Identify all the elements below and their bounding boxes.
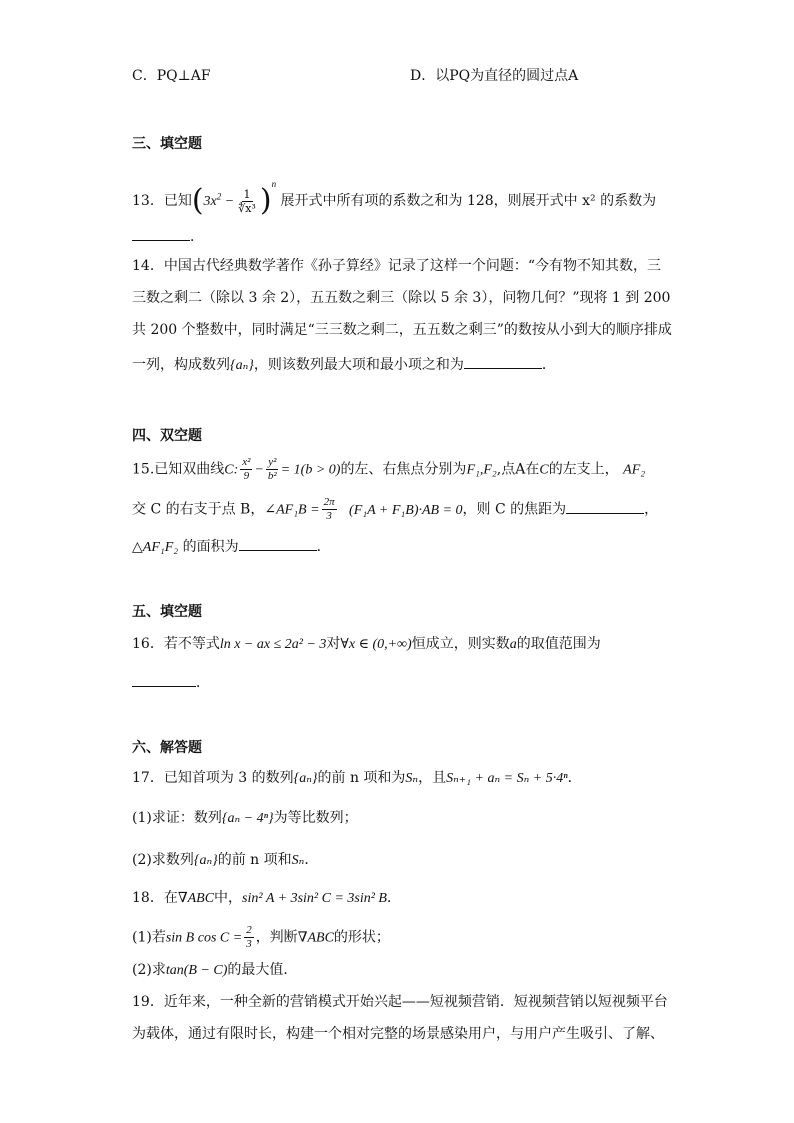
q15-l2-b: ，则 C 的焦距为: [462, 501, 567, 518]
q18-p1-expr: sin B cos C =: [165, 930, 243, 946]
q17-p2-end: ．: [304, 852, 319, 868]
q18-p1-prefix: (1)若: [132, 929, 166, 946]
question-18: [132, 888, 401, 909]
q13-term1: $3x^2$ −: [203, 191, 235, 209]
q14-line-1: 14．中国古代经典数学著作《孙子算经》记录了这样一个问题：“今有物不知其数，三: [132, 258, 661, 274]
q18-end: ．: [386, 890, 401, 906]
q15-l2-end: ，: [644, 501, 659, 518]
q17-p2-prefix: (2)求数列: [132, 852, 194, 868]
q17-end: ．: [567, 770, 582, 786]
q15-l3-text: 的面积为: [182, 539, 239, 555]
q15-point-a: ,点A在: [496, 461, 540, 478]
q13-fraction: $\frac{1}{\text{∜x³}}$: [238, 187, 256, 215]
q15-mid: 的左、右焦点分别为: [340, 461, 467, 478]
q16-prefix: 16．若不等式: [132, 636, 220, 652]
q15-l2-text: 交 C 的右支于点 B，: [132, 501, 265, 518]
q15-af2: AF₂: [623, 462, 646, 478]
option-d: [410, 66, 578, 86]
section-6-heading: 六、解答题: [132, 740, 202, 756]
q14-blank[interactable]: [464, 354, 542, 369]
q17-p2-sn: Sₙ: [291, 853, 305, 868]
q15-line-1: 15.已知双曲线C: $\frac{\text{x²}}{9}$ − $\frac{\text{y²}}{\text{b²}}$ = 1(b > 0)的左、右焦点分别为F₁,F₂,点A在C的左支上， AF₂: [132, 456, 646, 482]
section-3-heading: 三、填空题: [132, 136, 202, 152]
q16-end: ．: [196, 675, 210, 691]
option-c: [132, 66, 211, 86]
q17-seq: {aₙ}: [293, 771, 318, 786]
q17-p2-mid: 的前 n 项和: [217, 852, 292, 868]
q18-prefix: 18．在: [132, 890, 178, 906]
q13-close-paren: ): [259, 183, 272, 218]
option-d-text: D．以PQ为直径的圆过点A: [410, 68, 579, 84]
q17-equation: Sₙ₊₁ + aₙ = Sₙ + 5·4ⁿ: [446, 771, 568, 786]
q13-end: ．: [190, 229, 204, 245]
q16-suffix: 恒成立，则实数: [411, 636, 510, 652]
q18-p2-expr: tan(B − C): [165, 963, 228, 978]
q14-line-3: 共 200 个整数中，同时满足“三三数之剩二，五五数之剩三”的数按从小到大的顺序排成: [132, 322, 672, 338]
q16-inequality: ln x − ax ≤ 2a² − 3: [219, 637, 327, 652]
q17-and: ，且: [418, 770, 447, 786]
q15-frac-y: $\frac{\text{y²}}{\text{b²}}$: [267, 456, 277, 482]
q15-vector-eq: (F₁A + F₁B)·AB = 0: [349, 502, 463, 518]
q17-p1-seq: {aₙ − 4ⁿ}: [221, 811, 274, 826]
q15-c: C:: [224, 462, 239, 478]
question-17: [132, 768, 582, 789]
q16-mid: 对: [326, 636, 341, 652]
q13-exponent-n: n: [271, 179, 277, 189]
q16-answer-line: [132, 672, 210, 693]
q15-foci: F₁,F₂: [466, 462, 497, 478]
q14-line-4: [132, 354, 556, 376]
q13-open-paren: (: [191, 183, 204, 218]
q13-answer-line: [132, 226, 204, 247]
q15-eq-tail: = 1(b > 0): [280, 462, 341, 478]
q15-blank-1[interactable]: [566, 499, 644, 514]
q17-mid: 的前 n 项和为: [317, 770, 406, 786]
q17-p1-suffix: 为等比数列；: [273, 810, 358, 826]
q15-frac-x: $\frac{\text{x²}}{9}$: [242, 456, 251, 482]
q14-end: ．: [541, 357, 556, 373]
q19-line-2: 为载体，通过有限时长，构建一个相对完整的场景感染用户，与用户产生吸引、了解、: [132, 1026, 664, 1042]
q18-p1-triangle: ∇ABC: [297, 930, 334, 946]
q15-triangle: △AF₁F₂: [132, 540, 179, 555]
q15-left: 的左支上，: [548, 461, 619, 478]
q13-prefix: 13．已知: [132, 193, 192, 209]
q18-part-2: [132, 960, 297, 981]
q15-l3-end: ．: [316, 539, 331, 555]
q18-equation: sin² A + 3sin² C = 3sin² B: [242, 891, 387, 906]
q15-c2: C: [539, 462, 549, 478]
q15-blank-2[interactable]: [239, 536, 317, 551]
q18-p1-frac: $\frac{2}{3}$: [246, 924, 252, 950]
q17-part-1: [132, 808, 358, 829]
q17-part-2: [132, 850, 318, 871]
q14-l4-prefix: 一列，构成数列: [132, 357, 230, 373]
q17-sn: Sₙ: [405, 771, 419, 786]
q16-tail: 的取值范围为: [516, 636, 601, 652]
q15-frac-pi: $\frac{2\pi}{3}$: [323, 496, 335, 522]
option-c-text: C．PQ⊥AF: [132, 68, 211, 84]
q15-prefix: 15.已知双曲线: [132, 461, 225, 478]
q19-line-1: 19．近年来，一种全新的营销模式开始兴起——短视频营销．短视频营销以短视频平台: [132, 994, 668, 1010]
q18-p2-suffix: 的最大值．: [227, 962, 298, 978]
q17-p2-seq: {aₙ}: [193, 853, 218, 868]
q18-triangle: ∇ABC: [177, 891, 215, 906]
question-16: [132, 634, 601, 655]
q13-text: 展开式中所有项的系数之和为 128，则展开式中 x² 的系数为: [280, 193, 657, 209]
q18-p1-suffix: ，判断: [255, 929, 298, 946]
section-4-heading: 四、双空题: [132, 428, 202, 444]
q14-line-2: 三数之剩二（除以 3 余 2），五五数之剩三（除以 5 余 3），问物几何？”现将 1 到 200: [132, 290, 671, 306]
q18-mid: 中，: [214, 890, 243, 906]
question-13: [132, 174, 656, 216]
q14-sequence: {aₙ}: [230, 358, 254, 373]
q15-angle: ∠AF₁B =: [264, 502, 320, 518]
q17-prefix: 17．已知首项为 3 的数列: [132, 770, 294, 786]
q14-l4-suffix: ，则该数列最大项和最小项之和为: [253, 357, 464, 373]
section-5-heading: 五、填空题: [132, 604, 202, 620]
q18-p1-end: 的形状；: [333, 929, 390, 946]
q13-blank[interactable]: [132, 226, 190, 241]
q16-blank[interactable]: [132, 672, 196, 687]
q16-a: a: [509, 637, 517, 652]
q18-p2-prefix: (2)求: [132, 962, 166, 978]
q18-part-1: [132, 924, 390, 951]
q17-p1-prefix: (1)求证：数列: [132, 810, 222, 826]
q15-line-3: [132, 536, 331, 558]
q15-line-2: [132, 496, 658, 523]
q16-forall: ∀x ∈ (0,+∞): [340, 637, 412, 652]
